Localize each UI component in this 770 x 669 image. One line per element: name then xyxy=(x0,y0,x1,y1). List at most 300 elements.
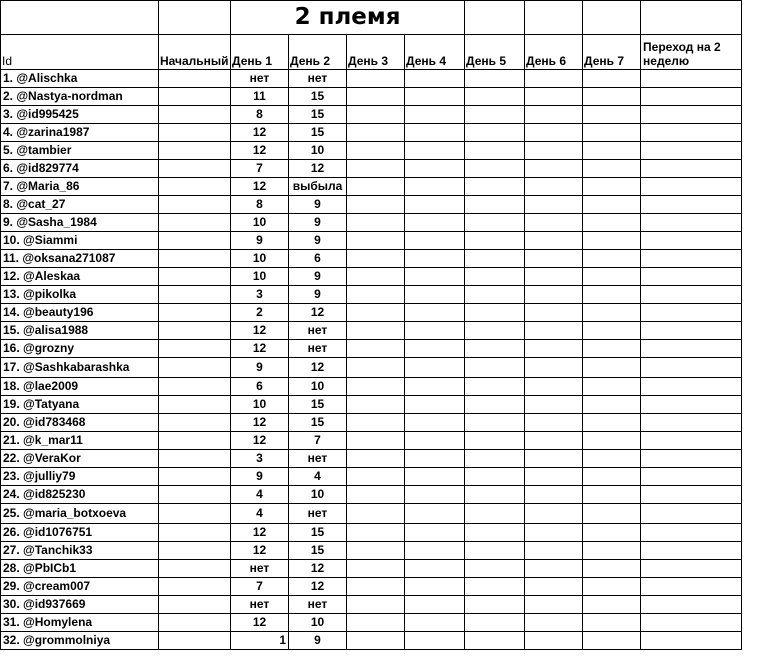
day-7-cell[interactable] xyxy=(583,214,641,232)
day-6-cell[interactable] xyxy=(525,322,583,340)
day-2-cell[interactable]: 10 xyxy=(289,614,347,632)
week-2-cell[interactable] xyxy=(641,632,742,650)
day-7-cell[interactable] xyxy=(583,542,641,560)
day-2-cell[interactable]: нет xyxy=(289,322,347,340)
day-1-cell[interactable]: 9 xyxy=(231,232,289,250)
week-2-cell[interactable] xyxy=(641,178,742,196)
day-3-cell[interactable] xyxy=(347,322,405,340)
week-2-cell[interactable] xyxy=(641,322,742,340)
title-spacer-cell[interactable] xyxy=(583,1,641,35)
day-6-cell[interactable] xyxy=(525,560,583,578)
start-cell[interactable] xyxy=(159,232,231,250)
week-2-cell[interactable] xyxy=(641,232,742,250)
week-2-cell[interactable] xyxy=(641,358,742,378)
day-5-cell[interactable] xyxy=(465,340,525,358)
participant-name-cell[interactable]: 12. @Aleskaa xyxy=(1,268,159,286)
day-2-cell[interactable]: 12 xyxy=(289,358,347,378)
start-cell[interactable] xyxy=(159,160,231,178)
day-6-cell[interactable] xyxy=(525,450,583,468)
day-3-cell[interactable] xyxy=(347,396,405,414)
day-2-cell[interactable]: 15 xyxy=(289,524,347,542)
day-2-cell[interactable]: 7 xyxy=(289,432,347,450)
start-cell[interactable] xyxy=(159,322,231,340)
day-6-cell[interactable] xyxy=(525,396,583,414)
day-1-cell[interactable]: 10 xyxy=(231,396,289,414)
day-6-cell[interactable] xyxy=(525,486,583,504)
participant-name-cell[interactable]: 13. @pikolka xyxy=(1,286,159,304)
participant-name-cell[interactable]: 17. @Sashkabarashka xyxy=(1,358,159,378)
participant-name-cell[interactable]: 21. @k_mar11 xyxy=(1,432,159,450)
day-4-cell[interactable] xyxy=(405,88,465,106)
day-3-cell[interactable] xyxy=(347,142,405,160)
day-4-cell[interactable] xyxy=(405,304,465,322)
day-7-cell[interactable] xyxy=(583,414,641,432)
day-3-cell[interactable] xyxy=(347,596,405,614)
week-2-cell[interactable] xyxy=(641,286,742,304)
day-6-cell[interactable] xyxy=(525,70,583,88)
day-5-cell[interactable] xyxy=(465,486,525,504)
day-1-cell[interactable]: 12 xyxy=(231,524,289,542)
day-5-cell[interactable] xyxy=(465,88,525,106)
day-6-cell[interactable] xyxy=(525,268,583,286)
start-cell[interactable] xyxy=(159,106,231,124)
week-2-cell[interactable] xyxy=(641,432,742,450)
day-2-cell[interactable]: 15 xyxy=(289,106,347,124)
day-5-cell[interactable] xyxy=(465,632,525,650)
day-3-cell[interactable] xyxy=(347,88,405,106)
day-2-cell[interactable]: 4 xyxy=(289,468,347,486)
day-5-cell[interactable] xyxy=(465,560,525,578)
day-3-cell[interactable] xyxy=(347,304,405,322)
day-3-cell[interactable] xyxy=(347,160,405,178)
header-day-3[interactable]: День 3 xyxy=(347,35,405,70)
day-1-cell[interactable]: 10 xyxy=(231,214,289,232)
sheet-title[interactable]: 2 племя xyxy=(231,1,465,35)
week-2-cell[interactable] xyxy=(641,614,742,632)
day-1-cell[interactable]: 12 xyxy=(231,432,289,450)
header-start[interactable]: Начальный xyxy=(159,35,231,70)
day-2-cell[interactable]: 10 xyxy=(289,486,347,504)
week-2-cell[interactable] xyxy=(641,468,742,486)
header-week-2[interactable]: Переход на 2 неделю xyxy=(641,35,742,70)
day-2-cell[interactable]: 12 xyxy=(289,560,347,578)
day-7-cell[interactable] xyxy=(583,196,641,214)
day-2-cell[interactable]: 15 xyxy=(289,542,347,560)
week-2-cell[interactable] xyxy=(641,214,742,232)
day-6-cell[interactable] xyxy=(525,250,583,268)
day-3-cell[interactable] xyxy=(347,524,405,542)
day-6-cell[interactable] xyxy=(525,414,583,432)
day-3-cell[interactable] xyxy=(347,414,405,432)
participant-name-cell[interactable]: 28. @PbICb1 xyxy=(1,560,159,578)
day-1-cell[interactable]: 3 xyxy=(231,450,289,468)
start-cell[interactable] xyxy=(159,358,231,378)
day-1-cell[interactable]: 12 xyxy=(231,178,289,196)
day-4-cell[interactable] xyxy=(405,632,465,650)
day-6-cell[interactable] xyxy=(525,304,583,322)
participant-name-cell[interactable]: 25. @maria_botxoeva xyxy=(1,504,159,524)
day-7-cell[interactable] xyxy=(583,450,641,468)
day-7-cell[interactable] xyxy=(583,304,641,322)
day-2-cell[interactable]: выбыла xyxy=(289,178,347,196)
day-1-cell[interactable]: 10 xyxy=(231,250,289,268)
day-3-cell[interactable] xyxy=(347,486,405,504)
day-2-cell[interactable]: 15 xyxy=(289,396,347,414)
participant-name-cell[interactable]: 4. @zarina1987 xyxy=(1,124,159,142)
start-cell[interactable] xyxy=(159,396,231,414)
week-2-cell[interactable] xyxy=(641,414,742,432)
day-6-cell[interactable] xyxy=(525,578,583,596)
start-cell[interactable] xyxy=(159,124,231,142)
day-7-cell[interactable] xyxy=(583,560,641,578)
day-2-cell[interactable]: нет xyxy=(289,340,347,358)
header-day-5[interactable]: День 5 xyxy=(465,35,525,70)
start-cell[interactable] xyxy=(159,542,231,560)
day-2-cell[interactable]: 15 xyxy=(289,88,347,106)
day-2-cell[interactable]: 9 xyxy=(289,286,347,304)
participant-name-cell[interactable]: 20. @id783468 xyxy=(1,414,159,432)
day-1-cell[interactable]: 1 xyxy=(231,632,289,650)
day-1-cell[interactable]: нет xyxy=(231,560,289,578)
day-4-cell[interactable] xyxy=(405,286,465,304)
participant-name-cell[interactable]: 26. @id1076751 xyxy=(1,524,159,542)
day-1-cell[interactable]: 12 xyxy=(231,142,289,160)
participant-name-cell[interactable]: 9. @Sasha_1984 xyxy=(1,214,159,232)
day-1-cell[interactable]: 8 xyxy=(231,196,289,214)
day-1-cell[interactable]: 7 xyxy=(231,578,289,596)
day-4-cell[interactable] xyxy=(405,542,465,560)
day-2-cell[interactable]: нет xyxy=(289,504,347,524)
day-6-cell[interactable] xyxy=(525,468,583,486)
day-5-cell[interactable] xyxy=(465,160,525,178)
day-6-cell[interactable] xyxy=(525,596,583,614)
day-3-cell[interactable] xyxy=(347,432,405,450)
day-5-cell[interactable] xyxy=(465,450,525,468)
day-2-cell[interactable]: 9 xyxy=(289,196,347,214)
week-2-cell[interactable] xyxy=(641,486,742,504)
day-2-cell[interactable]: 12 xyxy=(289,578,347,596)
header-day-6[interactable]: День 6 xyxy=(525,35,583,70)
start-cell[interactable] xyxy=(159,214,231,232)
day-4-cell[interactable] xyxy=(405,596,465,614)
day-7-cell[interactable] xyxy=(583,268,641,286)
day-4-cell[interactable] xyxy=(405,578,465,596)
day-3-cell[interactable] xyxy=(347,542,405,560)
week-2-cell[interactable] xyxy=(641,340,742,358)
day-3-cell[interactable] xyxy=(347,632,405,650)
day-6-cell[interactable] xyxy=(525,358,583,378)
day-4-cell[interactable] xyxy=(405,414,465,432)
day-4-cell[interactable] xyxy=(405,196,465,214)
week-2-cell[interactable] xyxy=(641,70,742,88)
day-6-cell[interactable] xyxy=(525,196,583,214)
start-cell[interactable] xyxy=(159,286,231,304)
day-1-cell[interactable]: 3 xyxy=(231,286,289,304)
day-2-cell[interactable]: 9 xyxy=(289,632,347,650)
day-5-cell[interactable] xyxy=(465,196,525,214)
header-day-7[interactable]: День 7 xyxy=(583,35,641,70)
day-3-cell[interactable] xyxy=(347,106,405,124)
day-5-cell[interactable] xyxy=(465,542,525,560)
start-cell[interactable] xyxy=(159,88,231,106)
day-4-cell[interactable] xyxy=(405,504,465,524)
day-5-cell[interactable] xyxy=(465,596,525,614)
day-7-cell[interactable] xyxy=(583,578,641,596)
day-1-cell[interactable]: 8 xyxy=(231,106,289,124)
participant-name-cell[interactable]: 11. @oksana271087 xyxy=(1,250,159,268)
participant-name-cell[interactable]: 1. @Alischka xyxy=(1,70,159,88)
day-4-cell[interactable] xyxy=(405,432,465,450)
day-1-cell[interactable]: 9 xyxy=(231,358,289,378)
week-2-cell[interactable] xyxy=(641,396,742,414)
day-6-cell[interactable] xyxy=(525,88,583,106)
day-5-cell[interactable] xyxy=(465,250,525,268)
day-1-cell[interactable]: 2 xyxy=(231,304,289,322)
participant-name-cell[interactable]: 30. @id937669 xyxy=(1,596,159,614)
participant-name-cell[interactable]: 32. @grommolniya xyxy=(1,632,159,650)
start-cell[interactable] xyxy=(159,524,231,542)
day-3-cell[interactable] xyxy=(347,178,405,196)
start-cell[interactable] xyxy=(159,632,231,650)
day-7-cell[interactable] xyxy=(583,178,641,196)
day-2-cell[interactable]: 10 xyxy=(289,378,347,396)
day-5-cell[interactable] xyxy=(465,286,525,304)
week-2-cell[interactable] xyxy=(641,560,742,578)
start-cell[interactable] xyxy=(159,468,231,486)
day-7-cell[interactable] xyxy=(583,322,641,340)
day-5-cell[interactable] xyxy=(465,124,525,142)
day-3-cell[interactable] xyxy=(347,468,405,486)
title-spacer-cell[interactable] xyxy=(159,1,231,35)
day-6-cell[interactable] xyxy=(525,524,583,542)
day-4-cell[interactable] xyxy=(405,232,465,250)
day-6-cell[interactable] xyxy=(525,542,583,560)
day-6-cell[interactable] xyxy=(525,106,583,124)
day-6-cell[interactable] xyxy=(525,504,583,524)
start-cell[interactable] xyxy=(159,142,231,160)
day-7-cell[interactable] xyxy=(583,250,641,268)
day-3-cell[interactable] xyxy=(347,232,405,250)
day-7-cell[interactable] xyxy=(583,160,641,178)
day-1-cell[interactable]: 4 xyxy=(231,504,289,524)
day-3-cell[interactable] xyxy=(347,250,405,268)
week-2-cell[interactable] xyxy=(641,378,742,396)
week-2-cell[interactable] xyxy=(641,524,742,542)
week-2-cell[interactable] xyxy=(641,578,742,596)
day-3-cell[interactable] xyxy=(347,614,405,632)
week-2-cell[interactable] xyxy=(641,124,742,142)
week-2-cell[interactable] xyxy=(641,542,742,560)
day-6-cell[interactable] xyxy=(525,614,583,632)
day-3-cell[interactable] xyxy=(347,450,405,468)
day-2-cell[interactable]: 10 xyxy=(289,142,347,160)
header-day-2[interactable]: День 2 xyxy=(289,35,347,70)
participant-name-cell[interactable]: 22. @VeraKor xyxy=(1,450,159,468)
day-5-cell[interactable] xyxy=(465,106,525,124)
week-2-cell[interactable] xyxy=(641,196,742,214)
day-5-cell[interactable] xyxy=(465,504,525,524)
week-2-cell[interactable] xyxy=(641,268,742,286)
week-2-cell[interactable] xyxy=(641,450,742,468)
day-3-cell[interactable] xyxy=(347,214,405,232)
day-4-cell[interactable] xyxy=(405,214,465,232)
participant-name-cell[interactable]: 15. @alisa1988 xyxy=(1,322,159,340)
start-cell[interactable] xyxy=(159,450,231,468)
day-1-cell[interactable]: 12 xyxy=(231,124,289,142)
day-2-cell[interactable]: 9 xyxy=(289,268,347,286)
day-1-cell[interactable]: 10 xyxy=(231,268,289,286)
day-7-cell[interactable] xyxy=(583,142,641,160)
title-spacer-cell[interactable] xyxy=(465,1,525,35)
day-1-cell[interactable]: нет xyxy=(231,596,289,614)
day-2-cell[interactable]: 12 xyxy=(289,304,347,322)
start-cell[interactable] xyxy=(159,504,231,524)
title-spacer-cell[interactable] xyxy=(641,1,742,35)
day-6-cell[interactable] xyxy=(525,340,583,358)
day-5-cell[interactable] xyxy=(465,614,525,632)
participant-name-cell[interactable]: 6. @id829774 xyxy=(1,160,159,178)
day-5-cell[interactable] xyxy=(465,414,525,432)
day-7-cell[interactable] xyxy=(583,396,641,414)
day-5-cell[interactable] xyxy=(465,432,525,450)
start-cell[interactable] xyxy=(159,178,231,196)
day-4-cell[interactable] xyxy=(405,524,465,542)
day-5-cell[interactable] xyxy=(465,304,525,322)
day-4-cell[interactable] xyxy=(405,378,465,396)
day-5-cell[interactable] xyxy=(465,468,525,486)
day-1-cell[interactable]: 12 xyxy=(231,542,289,560)
day-5-cell[interactable] xyxy=(465,396,525,414)
header-day-4[interactable]: День 4 xyxy=(405,35,465,70)
day-4-cell[interactable] xyxy=(405,160,465,178)
day-4-cell[interactable] xyxy=(405,358,465,378)
start-cell[interactable] xyxy=(159,432,231,450)
day-5-cell[interactable] xyxy=(465,322,525,340)
day-3-cell[interactable] xyxy=(347,504,405,524)
day-5-cell[interactable] xyxy=(465,358,525,378)
participant-name-cell[interactable]: 5. @tambier xyxy=(1,142,159,160)
day-6-cell[interactable] xyxy=(525,432,583,450)
week-2-cell[interactable] xyxy=(641,160,742,178)
day-2-cell[interactable]: 9 xyxy=(289,214,347,232)
day-2-cell[interactable]: 6 xyxy=(289,250,347,268)
day-7-cell[interactable] xyxy=(583,468,641,486)
day-1-cell[interactable]: 11 xyxy=(231,88,289,106)
day-4-cell[interactable] xyxy=(405,268,465,286)
participant-name-cell[interactable]: 23. @julliy79 xyxy=(1,468,159,486)
day-4-cell[interactable] xyxy=(405,250,465,268)
week-2-cell[interactable] xyxy=(641,106,742,124)
day-7-cell[interactable] xyxy=(583,232,641,250)
day-7-cell[interactable] xyxy=(583,70,641,88)
day-2-cell[interactable]: 15 xyxy=(289,124,347,142)
start-cell[interactable] xyxy=(159,414,231,432)
day-3-cell[interactable] xyxy=(347,358,405,378)
day-3-cell[interactable] xyxy=(347,378,405,396)
day-6-cell[interactable] xyxy=(525,160,583,178)
day-1-cell[interactable]: 12 xyxy=(231,614,289,632)
start-cell[interactable] xyxy=(159,304,231,322)
day-6-cell[interactable] xyxy=(525,286,583,304)
day-4-cell[interactable] xyxy=(405,468,465,486)
day-5-cell[interactable] xyxy=(465,268,525,286)
day-4-cell[interactable] xyxy=(405,614,465,632)
day-4-cell[interactable] xyxy=(405,450,465,468)
day-4-cell[interactable] xyxy=(405,560,465,578)
day-7-cell[interactable] xyxy=(583,358,641,378)
start-cell[interactable] xyxy=(159,340,231,358)
day-5-cell[interactable] xyxy=(465,524,525,542)
week-2-cell[interactable] xyxy=(641,304,742,322)
day-6-cell[interactable] xyxy=(525,232,583,250)
day-7-cell[interactable] xyxy=(583,88,641,106)
day-7-cell[interactable] xyxy=(583,504,641,524)
day-1-cell[interactable]: 7 xyxy=(231,160,289,178)
day-7-cell[interactable] xyxy=(583,432,641,450)
title-spacer-cell[interactable] xyxy=(1,1,159,35)
participant-name-cell[interactable]: 31. @Homylena xyxy=(1,614,159,632)
day-7-cell[interactable] xyxy=(583,524,641,542)
participant-name-cell[interactable]: 29. @cream007 xyxy=(1,578,159,596)
day-2-cell[interactable]: 9 xyxy=(289,232,347,250)
day-4-cell[interactable] xyxy=(405,178,465,196)
day-5-cell[interactable] xyxy=(465,378,525,396)
day-2-cell[interactable]: нет xyxy=(289,596,347,614)
start-cell[interactable] xyxy=(159,614,231,632)
week-2-cell[interactable] xyxy=(641,250,742,268)
day-7-cell[interactable] xyxy=(583,486,641,504)
week-2-cell[interactable] xyxy=(641,596,742,614)
day-4-cell[interactable] xyxy=(405,124,465,142)
header-day-1[interactable]: День 1 xyxy=(231,35,289,70)
day-5-cell[interactable] xyxy=(465,578,525,596)
day-3-cell[interactable] xyxy=(347,70,405,88)
start-cell[interactable] xyxy=(159,578,231,596)
day-1-cell[interactable]: нет xyxy=(231,70,289,88)
start-cell[interactable] xyxy=(159,560,231,578)
start-cell[interactable] xyxy=(159,196,231,214)
day-7-cell[interactable] xyxy=(583,286,641,304)
day-3-cell[interactable] xyxy=(347,268,405,286)
start-cell[interactable] xyxy=(159,268,231,286)
day-7-cell[interactable] xyxy=(583,614,641,632)
participant-name-cell[interactable]: 24. @id825230 xyxy=(1,486,159,504)
day-7-cell[interactable] xyxy=(583,378,641,396)
day-3-cell[interactable] xyxy=(347,340,405,358)
day-2-cell[interactable]: 15 xyxy=(289,414,347,432)
day-5-cell[interactable] xyxy=(465,214,525,232)
day-6-cell[interactable] xyxy=(525,178,583,196)
day-7-cell[interactable] xyxy=(583,106,641,124)
day-3-cell[interactable] xyxy=(347,196,405,214)
day-2-cell[interactable]: нет xyxy=(289,450,347,468)
participant-name-cell[interactable]: 14. @beauty196 xyxy=(1,304,159,322)
day-6-cell[interactable] xyxy=(525,214,583,232)
participant-name-cell[interactable]: 7. @Maria_86 xyxy=(1,178,159,196)
participant-name-cell[interactable]: 27. @Tanchik33 xyxy=(1,542,159,560)
week-2-cell[interactable] xyxy=(641,142,742,160)
day-6-cell[interactable] xyxy=(525,378,583,396)
week-2-cell[interactable] xyxy=(641,504,742,524)
start-cell[interactable] xyxy=(159,70,231,88)
day-4-cell[interactable] xyxy=(405,106,465,124)
day-1-cell[interactable]: 12 xyxy=(231,322,289,340)
day-7-cell[interactable] xyxy=(583,596,641,614)
day-7-cell[interactable] xyxy=(583,124,641,142)
participant-name-cell[interactable]: 8. @cat_27 xyxy=(1,196,159,214)
day-1-cell[interactable]: 12 xyxy=(231,340,289,358)
participant-name-cell[interactable]: 10. @Siammi xyxy=(1,232,159,250)
